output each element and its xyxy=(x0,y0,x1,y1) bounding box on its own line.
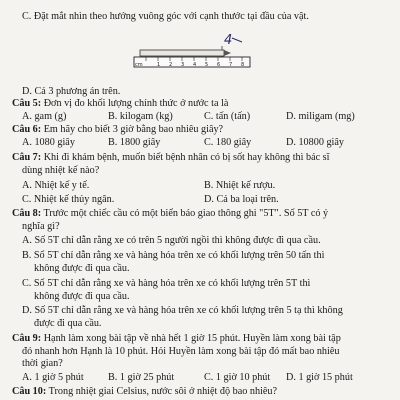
question-7 xyxy=(12,152,329,164)
q8-option-d-line1: D. Số 5T chỉ dẫn rằng xe và hàng hóa trên xe có khối lượng trên 5 tạ thì không xyxy=(22,305,343,316)
ruler-unit: cm xyxy=(135,62,143,68)
q8-option-a: A. Số 5T chỉ dẫn rằng xe có trên 5 người ngồi thì không được đi qua cầu. xyxy=(22,235,321,246)
q6-option-b: B. 1800 giây xyxy=(108,137,161,148)
q6-option-a: A. 1080 giây xyxy=(22,137,75,148)
ruler-figure xyxy=(132,30,252,76)
question-7-text-line2: dùng nhiệt kế nào? xyxy=(22,165,100,176)
ruler-tick-label: 4 xyxy=(193,62,197,68)
question-8 xyxy=(12,208,328,220)
q5-option-c: C. tấn (tấn) xyxy=(204,111,251,122)
ruler xyxy=(134,57,250,67)
question-7-text-line1: Khi đi khám bệnh, muốn biết bệnh nhân có bị sốt hay không thì bác sĩ xyxy=(43,152,330,163)
q8-option-b-line2: không được đi qua cầu. xyxy=(34,263,130,274)
option-d-text: D. Cả 3 phương án trên. xyxy=(22,86,121,97)
ruler-illustration xyxy=(132,30,252,76)
q8-option-c-line2: không được đi qua cầu. xyxy=(34,291,130,302)
q8-option-c-line1: C. Số 5T chỉ dẫn rằng xe và hàng hóa trên xe có khối lượng trên 5T thì xyxy=(22,278,311,289)
q7-option-b: B. Nhiệt kế rượu. xyxy=(204,180,276,191)
question-9-text-line2: đó nhanh hơn Hạnh là 10 phút. Hỏi Huyền làm xong bài tập đó mất bao nhiêu xyxy=(22,346,340,357)
question-5 xyxy=(12,98,228,110)
q7-option-a: A. Nhiệt kế y tế. xyxy=(22,180,90,191)
option-c-text: C. Đặt mắt nhìn theo hướng vuông góc với cạnh thước tại đầu của vật. xyxy=(22,11,309,22)
question-5-label: Câu 5: xyxy=(12,98,42,109)
measured-object xyxy=(140,50,224,56)
ruler-tick-label: 8 xyxy=(241,62,245,68)
question-10-label: Câu 10: xyxy=(12,386,47,397)
question-9 xyxy=(12,333,341,345)
q5-option-d: D. miligam (mg) xyxy=(286,111,355,122)
q8-option-b-line1: B. Số 5T chỉ dẫn rằng xe và hàng hóa trên xe có khối lượng trên 50 tấn thì xyxy=(22,250,325,261)
question-10 xyxy=(12,386,277,398)
q5-option-a: A. gam (g) xyxy=(22,111,67,122)
q6-option-c: C. 180 giây xyxy=(204,137,252,148)
q8-option-d-line2: được đi qua cầu. xyxy=(34,318,102,329)
q9-option-c: C. 1 giờ 10 phút xyxy=(204,372,271,383)
question-9-text-line3: thời gian? xyxy=(22,358,63,369)
question-6 xyxy=(12,124,223,136)
q9-option-d: D. 1 giờ 15 phút xyxy=(286,372,353,383)
question-9-label: Câu 9: xyxy=(12,333,42,344)
q6-option-d: D. 10800 giây xyxy=(286,137,345,148)
question-6-label: Câu 6: xyxy=(12,124,42,135)
ruler-tick-label: 6 xyxy=(217,62,221,68)
question-9-text-line1: Hạnh làm xong bài tập về nhà hết 1 giờ 15 phút. Huyền làm xong bài tập xyxy=(43,333,341,344)
question-5-text: Đơn vị đo khối lượng chính thức ở nước ta là xyxy=(43,98,229,109)
q7-option-c: C. Nhiệt kế thủy ngân. xyxy=(22,194,115,205)
handwritten-mark: 4 xyxy=(224,33,233,48)
question-10-text: Trong nhiệt giai Celsius, nước sôi ở nhiệt độ bao nhiêu? xyxy=(48,386,278,397)
ruler-tick-label: 1 xyxy=(157,62,161,68)
question-7-label: Câu 7: xyxy=(12,152,42,163)
question-6-text: Em hãy cho biết 3 giờ bằng bao nhiêu giây? xyxy=(43,124,224,135)
q9-option-b: B. 1 giờ 25 phút xyxy=(108,372,175,383)
q7-option-d: D. Cả ba loại trên. xyxy=(204,194,279,205)
question-8-label: Câu 8: xyxy=(12,208,42,219)
ruler-tick-label: 2 xyxy=(169,62,173,68)
q5-option-b: B. kilogam (kg) xyxy=(108,111,173,122)
ruler-tick-label: 3 xyxy=(181,62,185,68)
ruler-tick-label: 7 xyxy=(229,62,233,68)
question-8-text-line1: Trước một chiếc cầu có một biển báo giao thông ghi "5T". Số 5T có ý xyxy=(43,208,329,219)
ruler-tick-label: 5 xyxy=(205,62,209,68)
q9-option-a: A. 1 giờ 5 phút xyxy=(22,372,84,383)
question-8-text-line2: nghĩa gì? xyxy=(22,221,60,232)
